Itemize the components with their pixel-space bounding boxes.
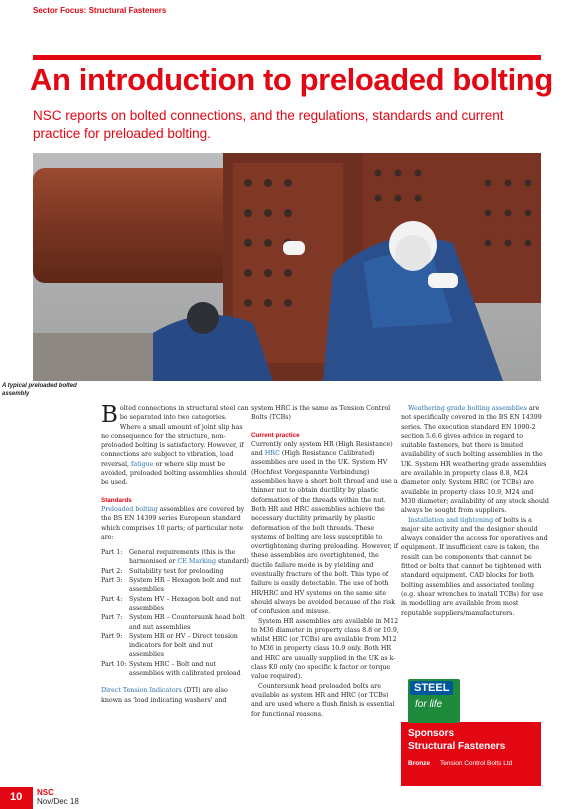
list-item: Part 1: General requirements (this is the harmonised or CE Marking standard) xyxy=(101,549,249,566)
photo-caption: A typical preloaded bolted assembly xyxy=(2,383,77,397)
col2-p2a: Currently only system HR (High Resistance) and xyxy=(251,440,393,458)
col2-p1: system HRC is the same as Tension Control Bolts (TCBs) xyxy=(251,405,391,422)
steel-logo-word: STEEL xyxy=(410,681,453,695)
standards-heading: Standards xyxy=(101,496,132,504)
list-item: Part 4: System HV – Hexagon bolt and nut assemblies xyxy=(101,595,241,612)
article-column-3 xyxy=(401,404,549,618)
col2-p4: Countersunk head preloaded bolts are available as system HR and HRC (or TCBs) and are used where a flush finish is essential for functional reasons. xyxy=(251,682,395,718)
fatigue-link[interactable]: fatigue xyxy=(131,460,154,468)
article-photo xyxy=(33,153,541,381)
col3-p2: of bolts is a major site activity and the designer should always consider the access for operatives and equipment. If insufficient care is taken, the result can be components that cannot be fitted or bolts that cannot be tightened with standard equipment. CAD blocks for both bolting assemblies and associated tooling (e.g. shear wrenches to install TCBs) for use in modelling are available from most reputable suppliers/manufacturers. xyxy=(401,516,548,617)
list-item: Part 3: System HR – Hexagon bolt and nut assemblies xyxy=(101,577,241,594)
col1-p3: (DTI) are also known as 'load indicating washers' and xyxy=(101,687,228,704)
ce-marking-link[interactable]: CE Marking xyxy=(177,558,216,566)
drop-cap: B xyxy=(101,402,118,428)
sponsor-row: Bronze Tension Control Bolts Ltd xyxy=(408,760,513,767)
steel-logo-tagline: for life xyxy=(415,699,443,710)
col1-p1: olted connections in structural steel can be separated into two categories. Where a small amount of joint slip has no consequence for the structure, non-preloaded bolting is satisfactory. However, if connections are subject to vibration, load reversal, xyxy=(101,405,249,468)
sector-heading: Sector Focus: Structural Fasteners xyxy=(33,6,167,15)
installation-link[interactable]: Installation and tightening xyxy=(408,516,494,524)
col3-p1: are not specifically covered in the BS EN 14399 series. The execution standard EN 1090-2 section 5.6.6 gives advice in regard to suitable fasteners, but there is limited availability of such bolting assemblies in the UK. System HR weathering grade assemblies are available in property class 8.8, M24 diameter only. System HRC (or TCBs) are available in property class 10.9, M24 and M30 diameter; availability of any stock should always be sought from suppliers. xyxy=(401,405,549,515)
issue-date: Nov/Dec 18 xyxy=(37,797,79,806)
article-column-2 xyxy=(251,404,401,719)
col1-p1-end: or where slip must be avoided, preloaded bolting assemblies should be used. xyxy=(101,460,247,487)
weathering-grade-link[interactable]: Weathering grade bolting assemblies xyxy=(408,405,527,412)
preloaded-bolting-link[interactable]: Preloaded bolting xyxy=(101,505,158,513)
magazine-name: NSC xyxy=(37,788,54,797)
hrc-link[interactable]: HRC xyxy=(264,450,280,458)
current-practice-heading: Current practice xyxy=(251,431,300,439)
sponsor-title: Sponsors Structural Fasteners xyxy=(408,728,506,752)
col2-p2b: (High Resistance Calibrated) assemblies are used in the UK. System HV (Hochfest Vorgespannte Verbindung) assemblies have a short bolt thread and use a thinner nut to obtain ductility by plastic deformation of the threads within the nut. Both HR and HRC assemblies achieve the necessary ductility primarily by plastic deformation of the bolt threads. These systems of bolting are less susceptible to overtightening during preloading. However, if these assemblies are overtightened, the ductile failure mode is by yielding and eventually fracture of the bolt. This type of failure is easily detectable. The use of both HR/HRC and HV systems on the same site should always be avoided because of the risk of confusion and misuse. xyxy=(251,450,399,616)
article-title: An introduction to preloaded bolting xyxy=(30,62,553,97)
article-column-1 xyxy=(101,404,249,705)
list-item: Part 7: System HR – Countersunk head bolt and nut assemblies xyxy=(101,614,245,631)
page-number: 10 xyxy=(10,791,23,803)
standfirst: NSC reports on bolted connections, and the regulations, standards and current practice for preloaded bolting. xyxy=(33,108,504,141)
list-item: Part 9: System HR or HV – Direct tension indicators for bolt and nut assemblies xyxy=(101,632,238,659)
list-item: Part 2: Suitability test for preloading xyxy=(101,567,224,575)
col1-p2: assemblies are covered by the BS EN 14399 series European standard which comprises 10 parts; of particular note are: xyxy=(101,505,245,541)
list-item: Part 10: System HRC – Bolt and nut assemblies with calibrated preload xyxy=(101,660,241,678)
dti-link[interactable]: Direct Tension Indicators xyxy=(101,687,182,695)
col2-p3: System HR assemblies are available in M12 to M36 diameter in property class 8.8 or 10.9, whilst HRC (or TCBs) are available from M12 to M36 in property class 10.9 only. Both HR and HRC are usually supplied in the UK as k-class K0 only (no specific k factor or torque value required). xyxy=(251,617,399,681)
parts-list xyxy=(101,548,249,678)
